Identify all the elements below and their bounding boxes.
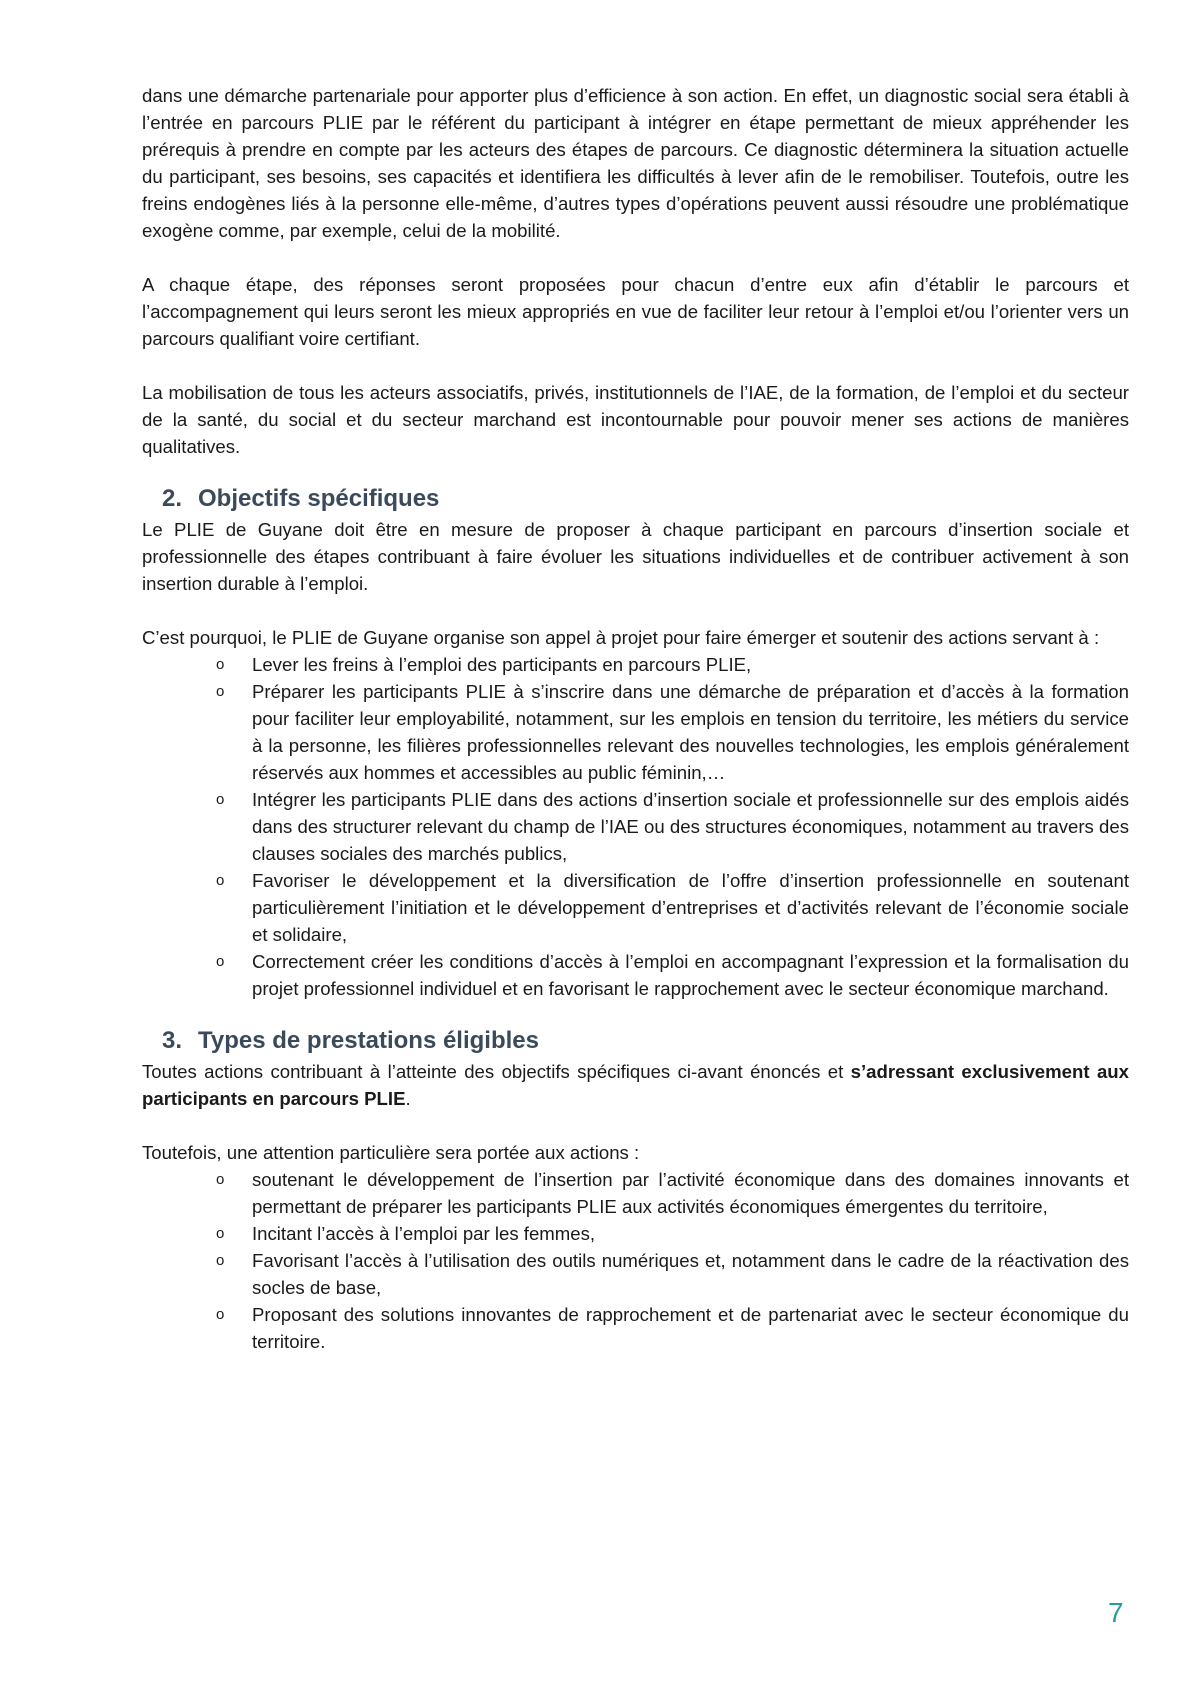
list-item xyxy=(142,867,1129,948)
bullet-glyph: o xyxy=(216,1252,225,1269)
page-number: 7 xyxy=(1108,1597,1124,1628)
section-3-number: 3. xyxy=(162,1027,183,1054)
bullet-glyph: o xyxy=(216,1306,225,1323)
list-item xyxy=(142,651,1129,678)
section-2-title: Objectifs spécifiques xyxy=(198,485,440,512)
section-3-paragraph-1-end: . xyxy=(405,1088,411,1109)
list-item-text: soutenant le développement de l’insertion par l’activité économique dans des domaines innovants et permettant de préparer les participants PLIE aux activités économiques émergentes du territoire, xyxy=(252,1169,1129,1217)
list-item xyxy=(142,1166,1129,1220)
section-2-paragraph-2: C’est pourquoi, le PLIE de Guyane organise son appel à projet pour faire émerger et soutenir des actions servant à : xyxy=(142,627,1100,648)
list-item-text: Préparer les participants PLIE à s’inscrire dans une démarche de préparation et d’accès à la formation pour faciliter leur employabilité, notamment, sur les emplois en tension du territoire, les métiers du service à la personne, les filières professionnelles relevant des nouvelles technologies, les emplois généralement réservés aux hommes et accessibles au public féminin,… xyxy=(252,681,1129,783)
intro-paragraph-3: La mobilisation de tous les acteurs associatifs, privés, institutionnels de l’IAE, de la formation, de l’emploi et du secteur de la santé, du social et du secteur marchand est incontournable pour pouvoir mener ses actions de manières qualitatives. xyxy=(142,382,1129,457)
section-3-bullet-list xyxy=(142,1166,1129,1355)
section-3-paragraph-1 xyxy=(142,1058,1129,1112)
section-2-number: 2. xyxy=(162,485,183,512)
list-item-text: Favorisant l’accès à l’utilisation des outils numériques et, notamment dans le cadre de la réactivation des socles de base, xyxy=(252,1250,1129,1298)
section-3-paragraph-1-text: Toutes actions contribuant à l’atteinte des objectifs spécifiques ci-avant énoncés et xyxy=(142,1061,851,1082)
bullet-glyph: o xyxy=(216,1171,225,1188)
list-item xyxy=(142,786,1129,867)
list-item xyxy=(142,1301,1129,1355)
list-item xyxy=(142,1220,1129,1247)
list-item-text: Incitant l’accès à l’emploi par les femmes, xyxy=(252,1223,596,1244)
bullet-glyph: o xyxy=(216,791,225,808)
section-3-paragraph-1-bold: s’adressant exclusivement aux participants en parcours PLIE xyxy=(142,1061,1129,1109)
list-item-text: Intégrer les participants PLIE dans des actions d’insertion sociale et professionnelle sur des emplois aidés dans des structurer relevant du champ de l’IAE ou des structures économiques, notamment au travers des clauses sociales des marchés publics, xyxy=(252,789,1129,864)
intro-paragraph-1: dans une démarche partenariale pour apporter plus d’efficience à son action. En effet, un diagnostic social sera établi à l’entrée en parcours PLIE par le référent du participant à intégrer en étape permettant de mieux appréhender les prérequis à prendre en compte par les acteurs des étapes de parcours. Ce diagnostic déterminera la situation actuelle du participant, ses besoins, ses capacités et identifiera les difficultés à lever afin de le remobiliser. Toutefois, outre les freins endogènes liés à la personne elle-même, d’autres types d’opérations peuvent aussi résoudre une problématique exogène comme, par exemple, celui de la mobilité. xyxy=(142,85,1129,241)
list-item-text: Lever les freins à l’emploi des participants en parcours PLIE, xyxy=(252,654,752,675)
section-3-title: Types de prestations éligibles xyxy=(198,1027,539,1054)
section-2-heading xyxy=(142,482,1129,516)
bullet-glyph: o xyxy=(216,656,225,673)
list-item xyxy=(142,948,1129,1002)
list-item-text: Favoriser le développement et la diversification de l’offre d’insertion professionnelle en soutenant particulièrement l’initiation et le développement d’entreprises et d’activités relevant de l’économie sociale et solidaire, xyxy=(252,870,1129,945)
list-item-text: Correctement créer les conditions d’accès à l’emploi en accompagnant l’expression et la formalisation du projet professionnel individuel et en favorisant le rapprochement avec le secteur économique marchand. xyxy=(252,951,1129,999)
list-item xyxy=(142,678,1129,786)
bullet-glyph: o xyxy=(216,872,225,889)
bullet-glyph: o xyxy=(216,953,225,970)
bullet-glyph: o xyxy=(216,1225,225,1242)
section-3-heading xyxy=(142,1024,1129,1058)
section-3-paragraph-2: Toutefois, une attention particulière sera portée aux actions : xyxy=(142,1142,640,1163)
document-page xyxy=(142,82,1129,1355)
section-2-bullet-list xyxy=(142,651,1129,1002)
intro-paragraph-2: A chaque étape, des réponses seront proposées pour chacun d’entre eux afin d’établir le parcours et l’accompagnement qui leurs seront les mieux appropriés en vue de faciliter leur retour à l’emploi et/ou l’orienter vers un parcours qualifiant voire certifiant. xyxy=(142,274,1129,349)
list-item-text: Proposant des solutions innovantes de rapprochement et de partenariat avec le secteur économique du territoire. xyxy=(252,1304,1129,1352)
bullet-glyph: o xyxy=(216,683,225,700)
list-item xyxy=(142,1247,1129,1301)
section-2-paragraph-1: Le PLIE de Guyane doit être en mesure de proposer à chaque participant en parcours d’insertion sociale et professionnelle des étapes contribuant à faire évoluer les situations individuelles et de contribuer activement à son insertion durable à l’emploi. xyxy=(142,519,1129,594)
